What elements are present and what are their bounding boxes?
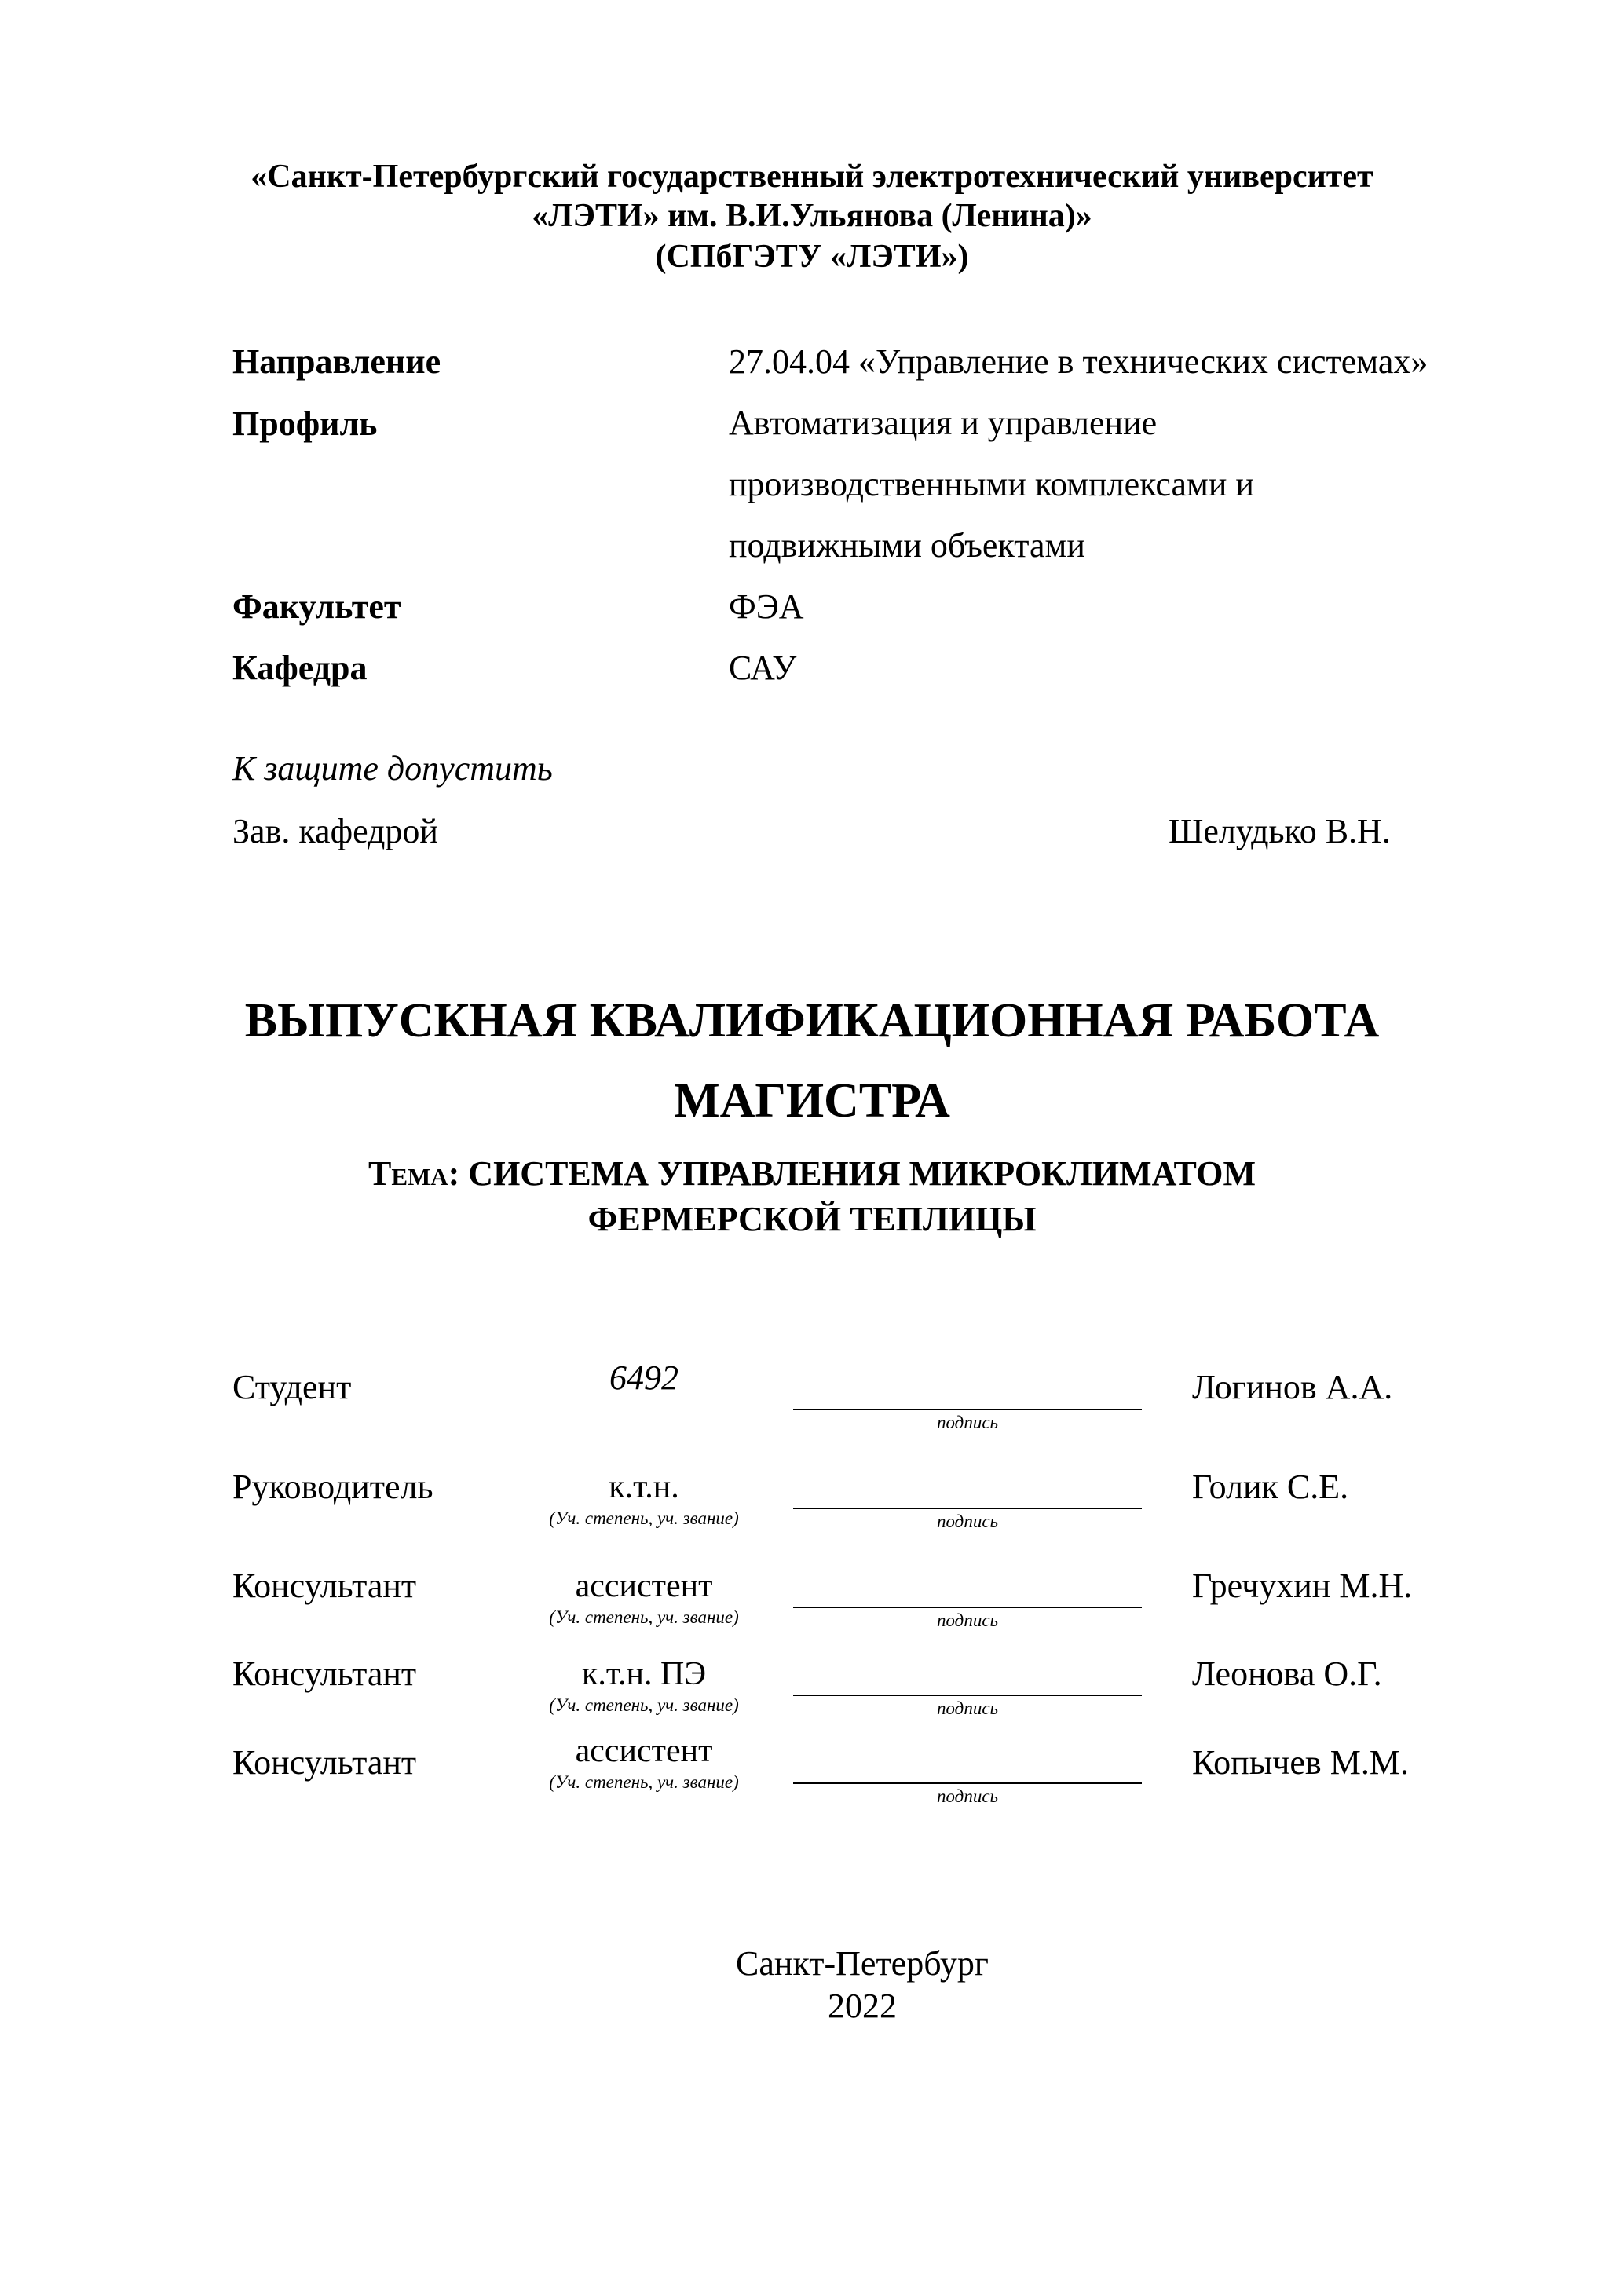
city: Санкт-Петербург xyxy=(736,1944,989,1983)
consultant-3-degree: ассистент xyxy=(575,1733,713,1769)
consultant-1-signature-line xyxy=(793,1607,1142,1608)
admission-text: К защите допустить xyxy=(232,749,553,788)
theme-text-line2: ФЕРМЕРСКОЙ ТЕПЛИЦЫ xyxy=(587,1200,1037,1238)
profile-label: Профиль xyxy=(232,404,378,443)
consultant-1-name: Гречухин М.Н. xyxy=(1192,1567,1413,1605)
head-of-department-label: Зав. кафедрой xyxy=(232,812,438,850)
consultant-1-role: Консультант xyxy=(232,1567,417,1605)
student-name: Логинов А.А. xyxy=(1192,1368,1393,1406)
consultant-2-degree-hint: (Уч. степень, уч. звание) xyxy=(549,1695,739,1715)
student-signature-line xyxy=(793,1409,1142,1410)
theme-text-line1: СИСТЕМА УПРАВЛЕНИЯ МИКРОКЛИМАТОМ xyxy=(468,1154,1256,1193)
head-of-department-name: Шелудько В.Н. xyxy=(1169,812,1391,850)
department-value: САУ xyxy=(729,649,797,687)
consultant-3-role: Консультант xyxy=(232,1743,417,1782)
consultant-2-signature-hint: подпись xyxy=(936,1698,998,1718)
consultant-1-degree-hint: (Уч. степень, уч. звание) xyxy=(549,1607,739,1627)
consultant-1-degree: ассистент xyxy=(575,1568,713,1604)
supervisor-signature-line xyxy=(793,1508,1142,1509)
direction-label: Направление xyxy=(232,342,441,381)
faculty-value: ФЭА xyxy=(729,587,804,626)
consultant-2-signature-line xyxy=(793,1695,1142,1696)
student-group-number: 6492 xyxy=(609,1358,678,1397)
supervisor-role: Руководитель xyxy=(232,1468,433,1506)
work-title-line1: ВЫПУСКНАЯ КВАЛИФИКАЦИОННАЯ РАБОТА xyxy=(244,994,1380,1047)
consultant-2-name: Леонова О.Г. xyxy=(1192,1654,1382,1693)
consultant-3-signature-line xyxy=(793,1782,1142,1784)
consultant-3-degree-hint: (Уч. степень, уч. звание) xyxy=(549,1772,739,1792)
department-label: Кафедра xyxy=(232,649,368,687)
consultant-3-name: Копычев М.М. xyxy=(1192,1743,1409,1782)
consultant-2-degree: к.т.н. ПЭ xyxy=(581,1656,707,1692)
university-name-line1: «Санкт-Петербургский государственный электротехнический университет xyxy=(251,159,1373,195)
theme-line1 xyxy=(0,1154,1624,1194)
supervisor-name: Голик С.Е. xyxy=(1192,1468,1349,1506)
year: 2022 xyxy=(828,1987,897,2025)
direction-value: 27.04.04 «Управление в технических системах» xyxy=(729,342,1428,381)
profile-value-line1: Автоматизация и управление xyxy=(729,404,1158,442)
consultant-3-signature-hint: подпись xyxy=(936,1786,998,1806)
work-title-line2: МАГИСТРА xyxy=(674,1074,950,1128)
faculty-label: Факультет xyxy=(232,587,401,626)
university-abbreviation: (СПбГЭТУ «ЛЭТИ») xyxy=(655,239,969,275)
supervisor-degree: к.т.н. xyxy=(609,1469,679,1505)
supervisor-degree-hint: (Уч. степень, уч. звание) xyxy=(549,1508,739,1528)
supervisor-signature-hint: подпись xyxy=(936,1512,998,1531)
university-name-line2: «ЛЭТИ» им. В.И.Ульянова (Ленина)» xyxy=(532,198,1092,234)
consultant-1-signature-hint: подпись xyxy=(936,1610,998,1630)
student-role: Студент xyxy=(232,1368,352,1406)
student-signature-hint: подпись xyxy=(936,1413,998,1432)
consultant-2-role: Консультант xyxy=(232,1654,417,1693)
profile-value-line2: производственными комплексами и xyxy=(729,465,1254,503)
profile-value-line3: подвижными объектами xyxy=(729,526,1085,565)
theme-prefix: Тема: xyxy=(368,1154,460,1193)
